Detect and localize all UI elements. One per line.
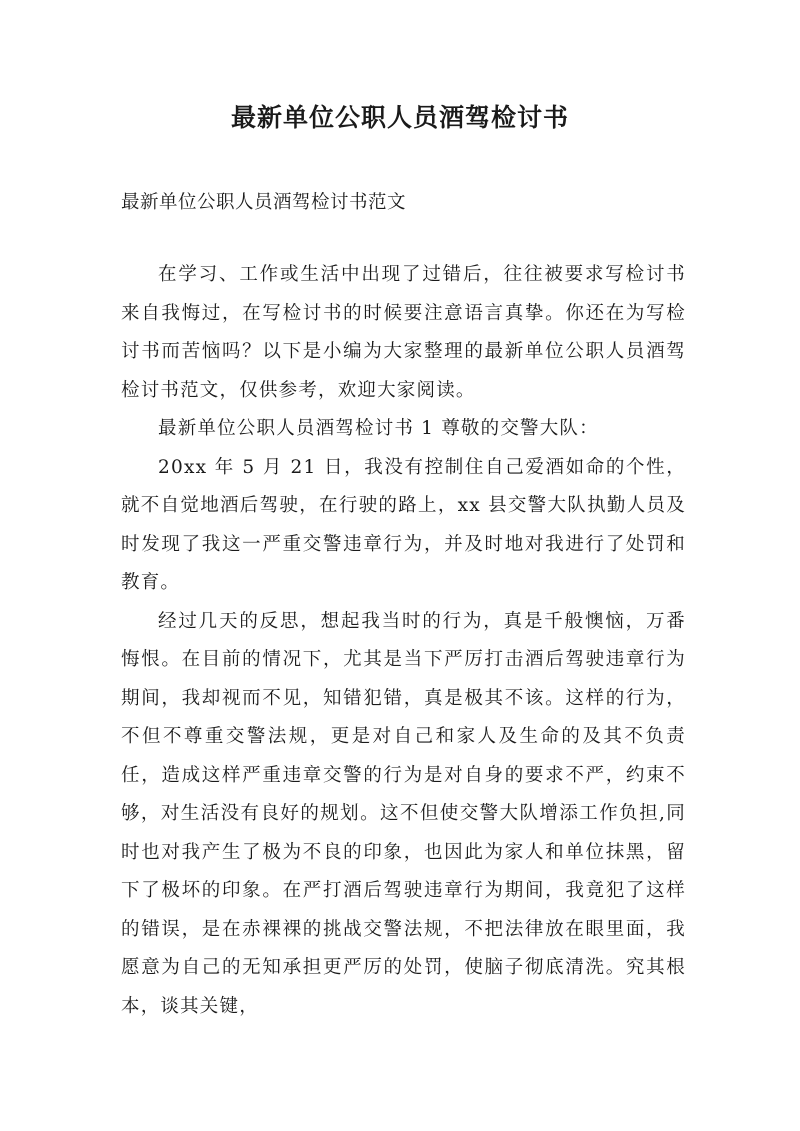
document-body	[121, 256, 686, 1026]
paragraph-incident: 20xx 年 5 月 21 日，我没有控制住自己爱酒如命的个性，就不自觉地酒后驾驶，在行驶的路上，xx 县交警大队执勤人员及时发现了我这一严重交警违章行为，并及时地对我进行了处罚和教育。	[121, 456, 686, 593]
paragraph-reflection: 经过几天的反思，想起我当时的行为，真是千般懊恼，万番悔恨。在目前的情况下，尤其是当下严厉打击酒后驾驶违章行为期间，我却视而不见，知错犯错，真是极其不该。这样的行为，不但不尊重交警法规，更是对自己和家人及生命的及其不负责任，造成这样严重违章交警的行为是对自身的要求不严，约束不够，对生活没有良好的规划。这不但使交警大队增添工作负担,同时也对我产生了极为不良的印象，也因此为家人和单位抹黑，留下了极坏的印象。在严打酒后驾驶违章行为期间，我竟犯了这样的错误，是在赤裸裸的挑战交警法规，不把法律放在眼里面，我愿意为自己的无知承担更严厉的处罚，使脑子彻底清洗。究其根本，谈其关键，	[121, 610, 686, 1017]
document-subtitle: 最新单位公职人员酒驾检讨书范文	[121, 192, 407, 213]
paragraph-intro: 在学习、工作或生活中出现了过错后，往往被要求写检讨书来自我悔过，在写检讨书的时候要注意语言真挚。你还在为写检讨书而苦恼吗？以下是小编为大家整理的最新单位公职人员酒驾检讨书范文，仅供参考，欢迎大家阅读。	[121, 264, 686, 401]
document-title: 最新单位公职人员酒驾检讨书	[230, 103, 569, 132]
paragraph-salutation: 最新单位公职人员酒驾检讨书 1 尊敬的交警大队：	[158, 418, 599, 439]
